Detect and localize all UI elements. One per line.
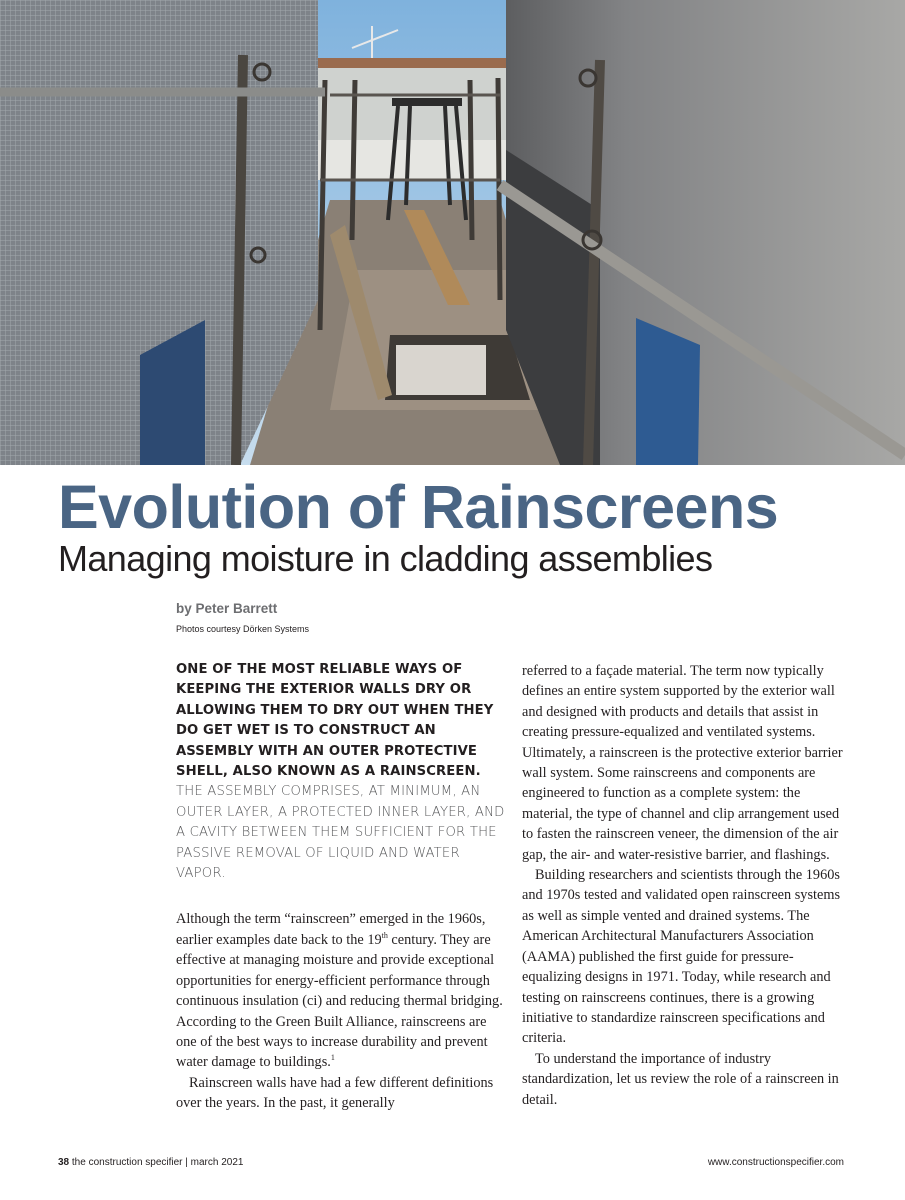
scaffolding-photo: [0, 0, 905, 465]
superscript: th: [381, 931, 388, 941]
photo-credit: Photos courtesy Dörken Systems: [176, 624, 310, 634]
right-column: [522, 661, 844, 1110]
body-paragraph-3: Building researchers and scientists through the 1960s and 1970s tested and validated open rainscreen systems as well as simple vented and drained systems. The American Architectural Manufacturers Association (AAMA) published the first guide for pressure-equalizing designs in 1971. Today, while research and testing on rainscreens continues, there is a growing initiative to standardize rainscreen specifications and criteria.: [522, 867, 841, 1047]
footnote-ref: 1: [330, 1053, 335, 1063]
byline: by Peter Barrett: [176, 601, 278, 616]
body-paragraph-2-continued: referred to a façade material. The term now typically defines an entire system supported by the exterior wall and designed with products and details that assist in creating pressure-equalized and ventilated systems. Ultimately, a rainscreen is the protective exterior barrier wall system. Some rainscreens and components are engineered to function as a complete system: the material, the type of channel and clip arrangement used to fasten the rainscreen veneer, the dimension of the air gap, the air- and water-resistive barrier, and flashings.: [522, 663, 843, 863]
intro-lead-thin: THE ASSEMBLY COMPRISES, AT MINIMUM, AN OUTER LAYER, A PROTECTED INNER LAYER, AND A CAVITY BETWEEN THEM SUFFICIENT FOR THE PASSIVE REMOVAL OF LIQUID AND WATER VAPOR.: [176, 784, 505, 882]
article-subtitle: Managing moisture in cladding assemblies: [58, 538, 713, 579]
article-title: Evolution of Rainscreens: [58, 473, 779, 541]
page-number: 38: [58, 1157, 70, 1168]
left-column: [176, 660, 506, 1114]
footer-left: [58, 1157, 243, 1168]
body-text: Although the term “rainscreen” emerged in the 1960s, earlier examples date back to the 19: [176, 911, 486, 948]
footer-url: www.constructionspecifier.com: [707, 1157, 844, 1168]
magazine-issue: the construction specifier | march 2021: [69, 1157, 244, 1168]
intro-lead-caps: ONE OF THE MOST RELIABLE WAYS OF KEEPING THE EXTERIOR WALLS DRY OR ALLOWING THEM TO DRY OUT WHEN THEY DO GET WET IS TO CONSTRUCT AN ASSEMBLY WITH AN OUTER PROTECTIVE SHELL, ALSO KNOWN AS A RAINSCREEN.: [176, 662, 494, 780]
body-paragraph-2: Rainscreen walls have had a few different definitions over the years. In the past, it generally: [176, 1074, 494, 1112]
intro-paragraph: [176, 660, 506, 884]
body-paragraph-1: [176, 909, 506, 1072]
body-text: century. They are effective at managing moisture and provide exceptional opportunities for energy-efficient performance through continuous insulation (ci) and reducing thermal bridging. According to the Green Built Alliance, rainscreens are one of the best ways to increase durability and prevent water damage to buildings.: [176, 931, 503, 1071]
body-paragraph-4: To understand the importance of industry standardization, let us review the role of a rainscreen in detail.: [522, 1050, 839, 1108]
